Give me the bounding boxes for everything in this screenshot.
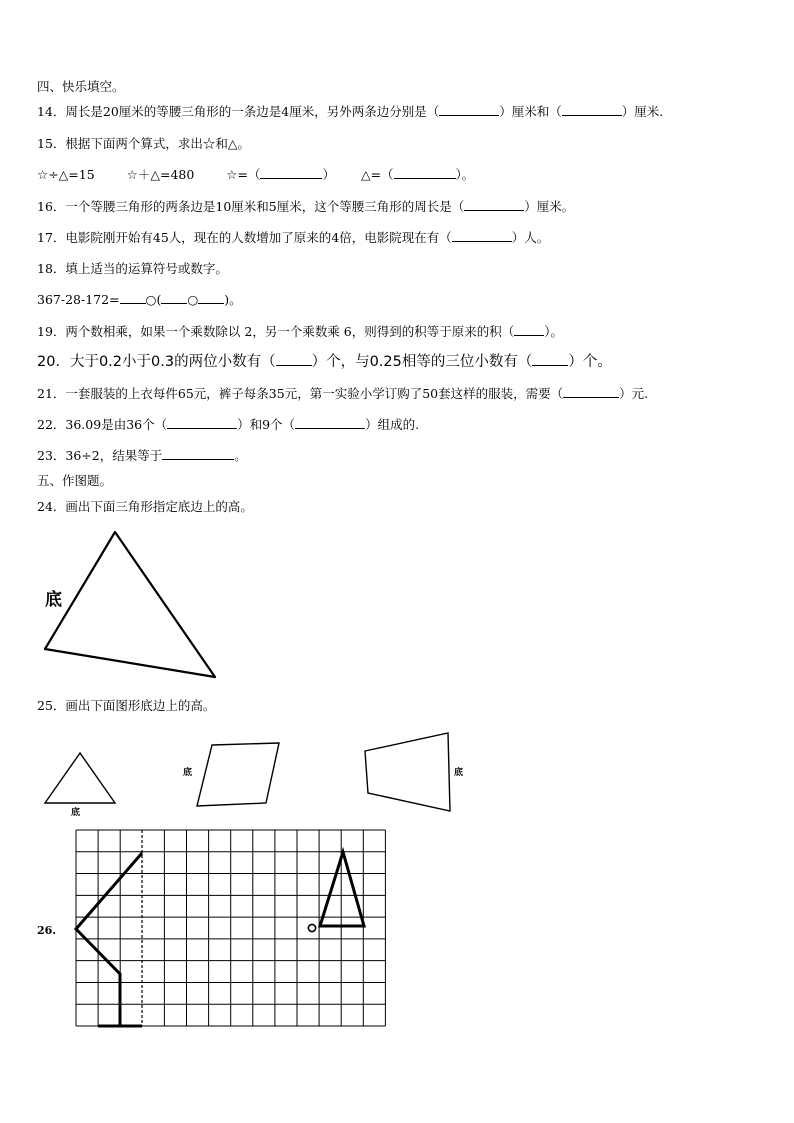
q19-text-a: 19．两个数相乘，如果一个乘数除以 2，另一个乘数乘 6，则得到的积等于原来的积（	[37, 324, 515, 339]
q26-half-figure	[76, 853, 142, 1026]
q15-star-label: ☆=（	[226, 167, 261, 182]
q18-expr: 367-28-172=	[37, 292, 120, 307]
question-24: 24．画出下面三角形指定底边上的高。	[37, 499, 253, 514]
q23-text-a: 23．36÷2，结果等于	[37, 448, 163, 463]
q18-close: )。	[224, 292, 242, 307]
q15-triangle-label: △=（	[360, 167, 394, 182]
q26-triangle	[320, 852, 364, 926]
question-18: 18．填上适当的运算符号或数字。	[37, 261, 228, 276]
q15-eq-sum: ☆＋△=480	[126, 167, 195, 182]
q15-star-close: ）	[322, 167, 335, 182]
q25-trapezoid-base-label: 底	[454, 768, 464, 778]
question-15: 15．根据下面两个算式，求出☆和△。	[37, 136, 251, 151]
q25-parallelogram-base-label: 底	[183, 768, 193, 778]
q18-op-1: ○(	[145, 292, 162, 307]
q20-text-a: 20．大于0.2小于0.3的两位小数有（	[37, 354, 276, 370]
section-4-heading: 四、快乐填空。	[37, 79, 125, 94]
q25-triangle-base-label: 底	[71, 808, 81, 818]
q14-text-a: 14．周长是20厘米的等腰三角形的一条边是4厘米，另外两条边分别是（	[37, 104, 440, 119]
q21-text-a: 21．一套服装的上衣每件65元，裤子每条35元，第一实验小学订购了50套这样的服装，需要（	[37, 386, 564, 401]
section-5-heading: 五、作图题。	[37, 473, 113, 488]
q22-text-b: ）和9个（	[237, 417, 296, 432]
question-25: 25．画出下面图形底边上的高。	[37, 698, 216, 713]
q14-text-c: ）厘米.	[621, 104, 664, 119]
q19-text-b: ）。	[544, 324, 564, 339]
q26-grid	[76, 830, 385, 1026]
question-26-number: 26.	[37, 924, 57, 937]
q16-text-a: 16．一个等腰三角形的两条边是10厘米和5厘米，这个等腰三角形的周长是（	[37, 199, 465, 214]
q22-text-c: ）组成的.	[365, 417, 420, 432]
q17-text-a: 17．电影院刚开始有45人，现在的人数增加了原来的4倍，电影院现在有（	[37, 230, 452, 245]
q20-text-b: ）个，与0.25相等的三位小数有（	[311, 354, 533, 370]
q15-eq-div: ☆÷△=15	[37, 167, 95, 182]
q22-text-a: 22．36.09是由36个（	[37, 417, 168, 432]
q17-text-b: ）人。	[511, 230, 550, 245]
q15-triangle-close: ）。	[455, 167, 475, 182]
q14-text-b: ）厘米和（	[499, 104, 562, 119]
q21-text-b: ）元.	[619, 386, 649, 401]
q24-base-label: 底	[45, 590, 62, 610]
q26-point-o	[308, 924, 315, 931]
q20-text-c: ）个。	[568, 354, 612, 370]
q23-text-b: 。	[234, 448, 247, 463]
q16-text-b: ）厘米。	[524, 199, 575, 214]
q18-op-2: ○	[187, 292, 199, 307]
